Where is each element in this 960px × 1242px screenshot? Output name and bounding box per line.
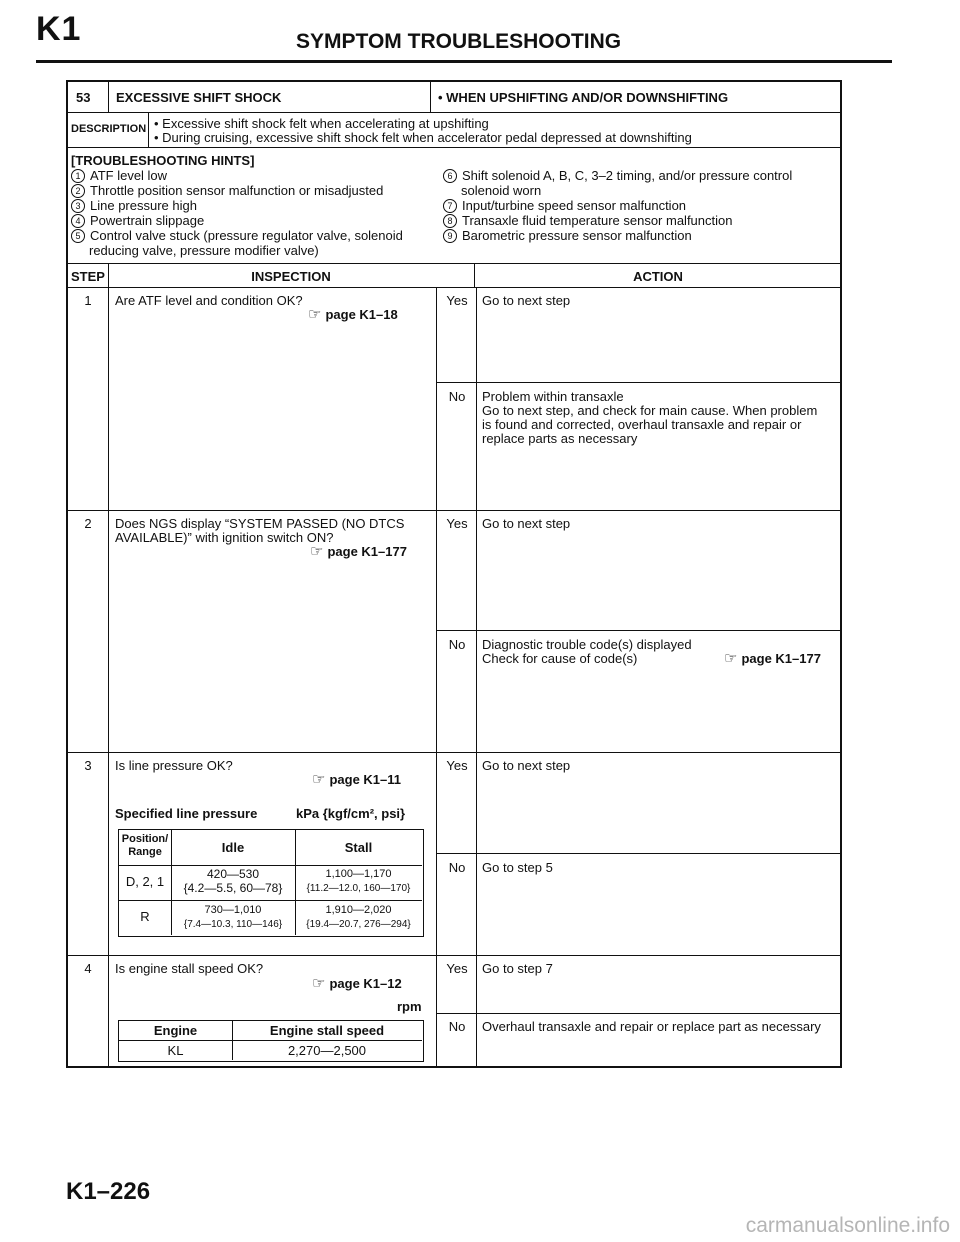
inspection-text: Does NGS display “SYSTEM PASSED (NO DTCS [115,516,405,531]
hint-item: 6 Shift solenoid A, B, C, 3–2 timing, and/or pressure control [443,168,792,183]
no-label: No [448,860,466,875]
row-divider [68,112,840,113]
yes-label: Yes [446,961,468,976]
section-code: K1 [36,10,82,48]
table-header: Engine [153,1023,198,1038]
no-label: No [448,389,466,404]
no-action-line: Check for cause of code(s) [482,651,638,666]
hint-item-cont: reducing valve, pressure modifier valve) [89,243,319,258]
header-rule [36,60,892,63]
hint-item: 4 Powertrain slippage [71,213,204,228]
page-reference: ☞ page K1–177 [724,651,821,666]
inspection-text: Is engine stall speed OK? [115,961,264,976]
row-divider [68,263,840,264]
symptom-number: 53 [76,90,91,105]
spec-unit: kPa {kgf/cm², psi} [296,806,406,821]
hint-item: 2 Throttle position sensor malfunction or misadjusted [71,183,383,198]
table-cell: 2,270—2,500 [287,1043,367,1058]
table-header: Position/ Range [121,833,169,858]
description-line: • Excessive shift shock felt when accelerating at upshifting [154,116,489,131]
no-action: Go to step 5 [482,860,553,875]
row-divider [68,955,840,956]
no-label: No [448,637,466,652]
yes-label: Yes [446,293,468,308]
page-reference: ☞ page K1–11 [312,772,401,787]
inspection-text: Is line pressure OK? [115,758,233,773]
troubleshooting-table [66,80,842,1068]
col-divider [430,82,431,112]
table-header: Engine stall speed [269,1023,385,1038]
stall-speed-table [118,1020,424,1062]
no-action-line: Problem within transaxle [482,389,624,404]
table-cell: 1,100—1,170 [325,868,392,880]
yes-action: Go to next step [482,516,571,531]
yes-label: Yes [446,758,468,773]
hints-title: [TROUBLESHOOTING HINTS] [71,153,255,168]
table-cell: R [140,909,150,924]
yes-no-divider [436,630,840,631]
table-header: Idle [221,840,245,855]
col-header-action: ACTION [633,269,683,284]
yes-action: Go to next step [482,293,571,308]
col-header-inspection: INSPECTION [251,269,331,284]
row-divider [68,510,840,511]
yes-no-divider [436,1013,840,1014]
col-divider [436,287,437,1068]
no-action: Overhaul transaxle and repair or replace part as necessary [482,1019,821,1034]
table-cell: 1,910—2,020 [325,904,392,916]
spec-label: Specified line pressure [115,806,258,821]
description-line: • During cruising, excessive shift shock felt when accelerator pedal depressed at downshifting [154,130,692,145]
col-divider [108,82,109,112]
yes-no-divider [436,382,840,383]
hint-item: 3 Line pressure high [71,198,197,213]
page-reference: ☞ page K1–177 [310,544,407,559]
watermark: carmanualsonline.info [745,1214,950,1237]
yes-label: Yes [446,516,468,531]
col-divider [476,287,477,1068]
inspection-text: AVAILABLE)” with ignition switch ON? [115,530,334,545]
page-reference: ☞ page K1–18 [308,307,398,322]
hint-item: 9 Barometric pressure sensor malfunction [443,228,692,243]
hint-item: 1 ATF level low [71,168,167,183]
table-cell: 420—530 [206,867,260,881]
symptom-condition: • WHEN UPSHIFTING AND/OR DOWNSHIFTING [438,90,729,105]
page-title: SYMPTOM TROUBLESHOOTING [296,30,622,53]
yes-no-divider [436,853,840,854]
table-cell: D, 2, 1 [125,874,165,889]
step-number: 2 [84,516,92,531]
step-number: 4 [84,961,92,976]
hint-item-cont: solenoid worn [461,183,542,198]
row-divider [68,147,840,148]
yes-action: Go to step 7 [482,961,553,976]
col-divider [108,263,109,1068]
table-header: Stall [344,840,373,855]
hint-item: 8 Transaxle fluid temperature sensor malfunction [443,213,732,228]
yes-action: Go to next step [482,758,571,773]
hint-item: 7 Input/turbine speed sensor malfunction [443,198,686,213]
row-divider [68,752,840,753]
no-action-line: Go to next step, and check for main cause. When problem [482,403,818,418]
no-action-line: Diagnostic trouble code(s) displayed [482,637,692,652]
table-cell: KL [167,1043,184,1058]
table-cell: 730—1,010 [204,904,262,916]
table-cell: {4.2—5.5, 60—78} [183,881,283,895]
no-action-line: is found and corrected, overhaul transaxle and repair or [482,417,802,432]
unit-label: rpm [397,999,422,1014]
no-action-line: replace parts as necessary [482,431,638,446]
description-label: DESCRIPTION [71,123,147,135]
page-number: K1–226 [66,1178,151,1205]
hint-item: 5 Control valve stuck (pressure regulator valve, solenoid [71,228,403,243]
row-divider [68,287,840,288]
line-pressure-table [118,829,424,937]
inspection-text: Are ATF level and condition OK? [115,293,303,308]
page-reference: ☞ page K1–12 [312,976,402,991]
no-label: No [448,1019,466,1034]
table-cell: {11.2—12.0, 160—170} [306,883,411,894]
col-divider [148,112,149,147]
col-divider [474,263,475,287]
table-cell: {7.4—10.3, 110—146} [183,919,283,930]
step-number: 3 [84,758,92,773]
symptom-name: EXCESSIVE SHIFT SHOCK [116,90,282,105]
step-number: 1 [84,293,92,308]
col-header-step: STEP [71,269,105,284]
table-cell: {19.4—20.7, 276—294} [306,919,411,930]
